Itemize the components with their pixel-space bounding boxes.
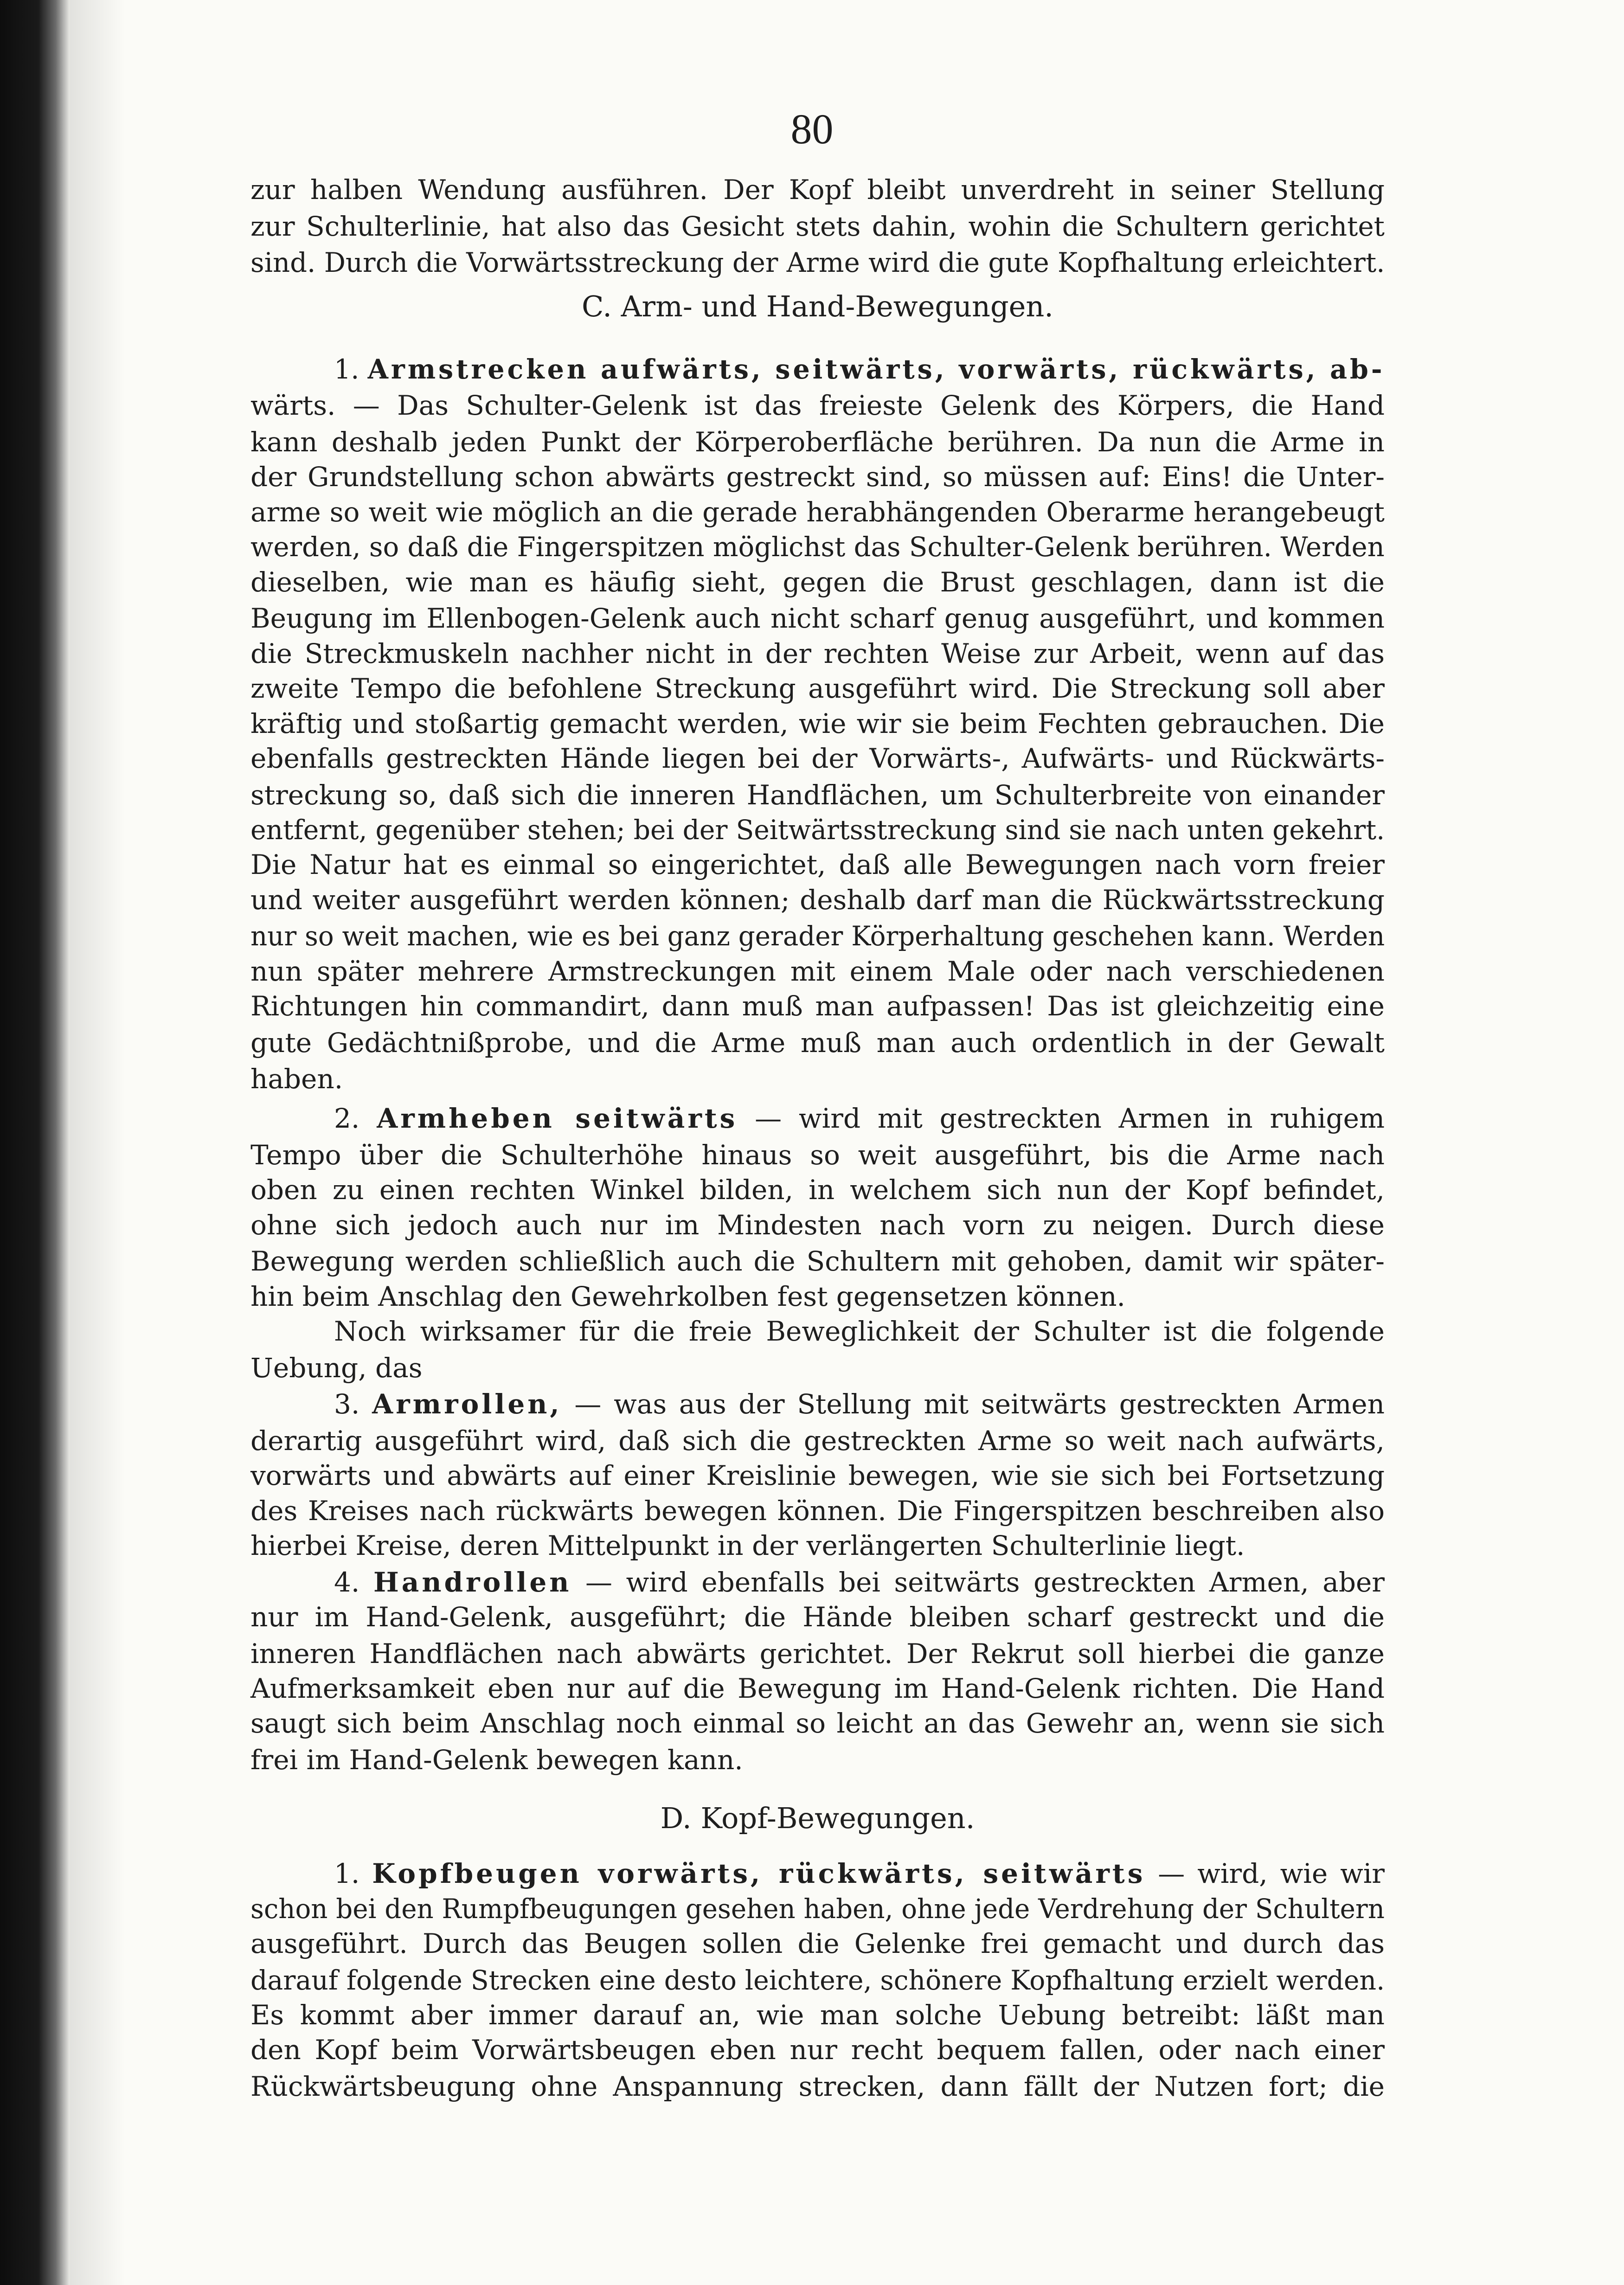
text-line: kann deshalb jeden Punkt der Körperoberfläche berühren. Da nun die Arme in	[250, 426, 1385, 458]
text-line: hierbei Kreise, deren Mittelpunkt in der verlängerten Schulterlinie liegt.	[250, 1530, 1245, 1561]
item-number: 4.	[334, 1566, 373, 1598]
text-line: den Kopf beim Vorwärtsbeugen eben nur recht bequem fallen, oder nach einer	[250, 2034, 1385, 2066]
item-text: — wird mit gestreckten Armen in ruhigem	[738, 1103, 1385, 1135]
item-term: Armheben seitwärts	[377, 1103, 738, 1135]
item-number: 1.	[334, 353, 368, 385]
text-line: vorwärts und abwärts auf einer Kreislinie bewegen, wie sie sich bei Fortsetzung	[250, 1460, 1385, 1492]
text-line: haben.	[250, 1063, 343, 1095]
section-heading: D. Kopf-Bewegungen.	[660, 1801, 975, 1835]
text-line: ohne sich jedoch auch nur im Mindesten nach vorn zu neigen. Durch diese	[250, 1209, 1385, 1241]
gutter-shadow	[70, 0, 125, 2285]
text-line: zweite Tempo die befohlene Streckung ausgeführt wird. Die Streckung soll aber	[250, 673, 1385, 705]
text-line: Es kommt aber immer darauf an, wie man solche Uebung betreibt: läßt man	[250, 1999, 1385, 2031]
item-number: 1.	[334, 1858, 372, 1890]
text-line: frei im Hand-Gelenk bewegen kann.	[250, 1744, 743, 1776]
text-line: saugt sich beim Anschlag noch einmal so leicht an das Gewehr an, wenn sie sich	[250, 1707, 1385, 1739]
text-line: zur Schulterlinie, hat also das Gesicht stets dahin, wohin die Schultern gerichtet	[250, 210, 1385, 242]
text-line: des Kreises nach rückwärts bewegen können. Die Fingerspitzen beschreiben also	[250, 1495, 1385, 1527]
text-line: werden, so daß die Fingerspitzen möglichst das Schulter-Gelenk berühren. Werden	[250, 531, 1385, 563]
text-line: die Streckmuskeln nachher nicht in der rechten Weise zur Arbeit, wenn auf das	[250, 637, 1385, 669]
text-line: kräftig und stoßartig gemacht werden, wie wir sie beim Fechten gebrauchen. Die	[250, 707, 1385, 739]
text-line: hin beim Anschlag den Gewehrkolben fest gegensetzen können.	[250, 1280, 1125, 1312]
text-line: Uebung, das	[250, 1352, 423, 1384]
text-line: streckung so, daß sich die inneren Handflächen, um Schulterbreite von einander	[250, 779, 1385, 811]
text-line: nur im Hand-Gelenk, ausgeführt; die Hände bleiben scharf gestreckt und die	[250, 1601, 1385, 1633]
text-line	[334, 1388, 1385, 1420]
text-line: oben zu einen rechten Winkel bilden, in welchem sich nun der Kopf befindet,	[250, 1174, 1385, 1206]
text-line: zur halben Wendung ausführen. Der Kopf bleibt unverdreht in seiner Stellung	[250, 174, 1385, 206]
text-line: Die Natur hat es einmal so eingerichtet, daß alle Bewegungen nach vorn freier	[250, 849, 1385, 881]
text-line	[334, 353, 1385, 385]
text-line: der Grundstellung schon abwärts gestreckt sind, so müssen auf: Eins! die Unter-	[250, 461, 1385, 493]
item-text: — wird, wie wir	[1145, 1858, 1385, 1890]
text-line: entfernt, gegenüber stehen; bei der Seitwärtsstreckung sind sie nach unten gekehrt.	[250, 814, 1385, 846]
text-line: darauf folgende Strecken eine desto leichtere, schönere Kopfhaltung erzielt werden.	[250, 1964, 1385, 1996]
text-line: gute Gedächtnißprobe, und die Arme muß man auch ordentlich in der Gewalt	[250, 1027, 1385, 1059]
text-line: dieselben, wie man es häufig sieht, gegen die Brust geschlagen, dann ist die	[250, 566, 1385, 598]
text-line: und weiter ausgeführt werden können; deshalb darf man die Rückwärtsstreckung	[250, 884, 1385, 916]
text-line: Aufmerksamkeit eben nur auf die Bewegung im Hand-Gelenk richten. Die Hand	[250, 1672, 1385, 1704]
text-line: schon bei den Rumpfbeugungen gesehen haben, ohne jede Verdrehung der Schultern	[250, 1893, 1385, 1925]
text-line: inneren Handflächen nach abwärts gerichtet. Der Rekrut soll hierbei die ganze	[250, 1637, 1385, 1669]
item-number: 3.	[334, 1388, 372, 1420]
section-heading: C. Arm- und Hand-Bewegungen.	[582, 289, 1053, 323]
item-term: Armstrecken aufwärts, seitwärts, vorwärts, rückwärts, ab-	[367, 353, 1385, 385]
page-number: 80	[790, 105, 834, 153]
text-line: Noch wirksamer für die freie Beweglichkeit der Schulter ist die folgende	[334, 1316, 1385, 1348]
text-line: Tempo über die Schulterhöhe hinaus so weit ausgeführt, bis die Arme nach	[250, 1139, 1385, 1171]
text-line: nur so weit machen, wie es bei ganz gerader Körperhaltung geschehen kann. Werden	[250, 920, 1385, 952]
text-line	[334, 1857, 1385, 1890]
item-text: — was aus der Stellung mit seitwärts gestreckten Armen	[562, 1388, 1385, 1420]
text-line	[334, 1102, 1385, 1135]
text-line: ausgeführt. Durch das Beugen sollen die Gelenke frei gemacht und durch das	[250, 1927, 1385, 1959]
book-binding-edge	[0, 0, 70, 2285]
item-number: 2.	[334, 1103, 377, 1135]
text-line	[334, 1566, 1385, 1598]
text-line: Rückwärtsbeugung ohne Anspannung strecken, dann fällt der Nutzen fort; die	[250, 2070, 1385, 2102]
text-line: arme so weit wie möglich an die gerade herabhängenden Oberarme herangebeugt	[250, 496, 1385, 528]
text-line: Richtungen hin commandirt, dann muß man aufpassen! Das ist gleichzeitig eine	[250, 990, 1385, 1022]
item-text: — wird ebenfalls bei seitwärts gestreckten Armen, aber	[571, 1566, 1385, 1598]
text-line: Beugung im Ellenbogen-Gelenk auch nicht scharf genug ausgeführt, und kommen	[250, 603, 1385, 635]
item-term: Kopfbeugen vorwärts, rückwärts, seitwärts	[372, 1858, 1146, 1890]
text-line: wärts. — Das Schulter-Gelenk ist das freieste Gelenk des Körpers, die Hand	[250, 390, 1385, 422]
text-line: derartig ausgeführt wird, daß sich die gestreckten Arme so weit nach aufwärts,	[250, 1425, 1385, 1457]
text-line: nun später mehrere Armstreckungen mit einem Male oder nach verschiedenen	[250, 955, 1385, 987]
text-line: ebenfalls gestreckten Hände liegen bei der Vorwärts-, Aufwärts- und Rückwärts-	[250, 742, 1385, 774]
item-term: Handrollen	[373, 1566, 572, 1598]
text-line: sind. Durch die Vorwärtsstreckung der Arme wird die gute Kopfhaltung erleichtert.	[250, 247, 1385, 279]
text-line: Bewegung werden schließlich auch die Schultern mit gehoben, damit wir später-	[250, 1245, 1385, 1277]
item-term: Armrollen,	[372, 1388, 562, 1420]
